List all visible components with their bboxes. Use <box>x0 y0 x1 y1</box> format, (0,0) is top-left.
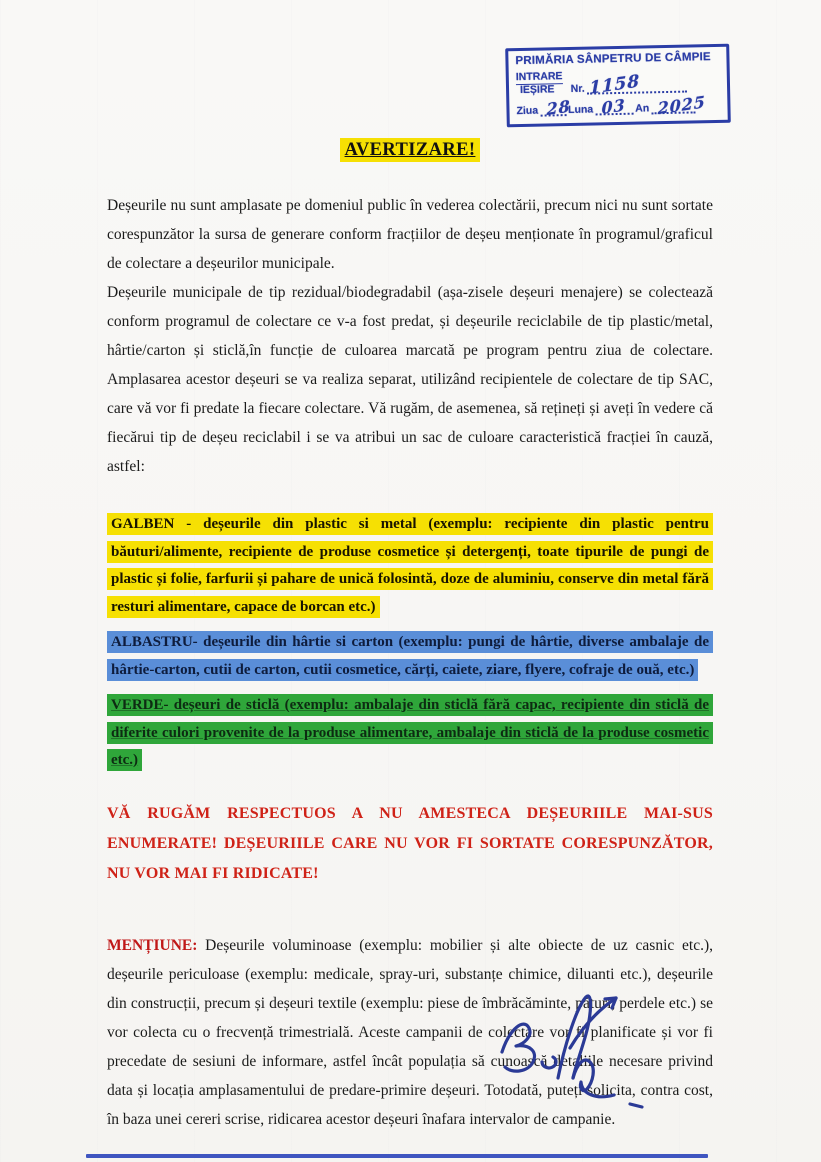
mention-text: Deșeurile voluminoase (exemplu: mobilier și alte obiecte de uz casnic etc.), deșeurile periculoase (exemplu: medicale, spray-uri, substanțe chimice, diluanti etc.), deșeurile din construcții, precum și deșeuri textile (exemplu: piese de îmbrăcăminte, pături, perdele etc.) se vor colecta cu o frecvență trimestrială. Aceste campanii de colectare vor fi planificate și vor fi precedate de sesiuni de informare, astfel încât populația să cunoască detaliile necesare privind data și locația amplasamentului de predare-primire deșeuri. Totodată, puteți solicita, contra cost, în baza unei cereri scrise, ridicarea acestor deșeuri înafara intervalor de campanie. <box>107 936 713 1128</box>
mention-label: MENȚIUNE: <box>107 936 198 954</box>
intro-paragraph-1: Deșeurile nu sunt amplasate pe domeniul public în vederea colectării, precum nici nu sunt sortate corespunzător la sursa de generare conform fracțiilor de deșeu menționate în programul/graficul de colectare a deșeurilor municipale. <box>107 197 713 272</box>
fraction-albastru <box>107 629 713 684</box>
stamp-nr-handwritten-value: 1158 <box>588 71 640 99</box>
stamp-intrare-label: INTRARE <box>515 70 563 84</box>
stamp-ziua-dotted-line <box>540 96 571 120</box>
stamp-nr-group <box>570 71 689 99</box>
title-row <box>107 138 713 162</box>
stamp-inout-labels <box>516 71 563 96</box>
intro-paragraph-2: Deșeurile municipale de tip rezidual/biodegradabil (așa-zisele deșeuri menajere) se colectează conform programul de colectare ce v-a fost predat, și deșeurile reciclabile de tip plastic/metal, hârtie/carton și sticlă,în funcție de culoarea marcată pe program pentru ziua de colectare. Amplasarea acestor deșeuri se va realiza separat, utilizând recipientele de colectare de tip SAC, care vă vor fi predate la fiecare colectare. Vă rugăm, de asemenea, să rețineți și aveți în vedere că fiecărui tip de deșeu reciclabil i se va atribui un sac de culoare caracteristică fracției în cauză, astfel: <box>107 284 713 475</box>
fraction-verde-text: VERDE- deșeuri de sticlă (exemplu: ambalaje din sticlă fără capac, recipiente din sticlă de diferite culori provenite de la produse alimentare, ambalaje din sticlă de la produse cosmetic etc.) <box>107 694 713 771</box>
registry-stamp <box>505 44 731 128</box>
signature-scribble <box>478 982 678 1112</box>
stamp-ziua-label: Ziua <box>516 104 539 118</box>
stamp-luna-dotted-line <box>595 95 633 118</box>
document-body <box>0 138 821 1134</box>
stamp-an-dotted-line <box>651 92 706 119</box>
stamp-luna-handwritten-value: 03 <box>601 95 626 118</box>
stamp-institution-name: PRIMĂRIA SÂNPETRU DE CÂMPIE <box>515 51 711 68</box>
stamp-nr-dotted-line <box>587 71 687 99</box>
stamp-number-row <box>515 68 720 99</box>
stamp-nr-label: Nr. <box>570 82 585 95</box>
stamp-date-row <box>516 92 720 120</box>
fraction-verde <box>107 692 713 775</box>
fraction-galben-text: GALBEN - deșeurile din plastic si metal (exemplu: recipiente din plastic pentru băuturi/alimente, recipiente de produse cosmetice și detergenți, toate tipurile de pungi de plastic și folie, farfurii și pahare de unică folosintă, doze de aluminiu, conserve din metal fără resturi alimentare, capace de borcan etc.) <box>107 513 713 618</box>
fraction-albastru-text: ALBASTRU- deșeurile din hârtie si carton (exemplu: pungi de hârtie, diverse ambalaje de hârtie-carton, cutii de carton, cutii cosmetice, cărți, caiete, ziare, flyere, cofraje de ouă, etc.) <box>107 631 713 681</box>
stamp-an-label: An <box>635 102 650 115</box>
fraction-galben <box>107 511 713 621</box>
warning-statement: VĂ RUGĂM RESPECTUOS A NU AMESTECA DEȘEURIILE MAI-SUS ENUMERATE! DEȘEURIILE CARE NU VOR FI SORTATE CORESPUNZĂTOR, NU VOR MAI FI RIDICATE! <box>107 804 713 882</box>
stamp-luna-label: Luna <box>567 103 594 117</box>
footer-scan-line <box>86 1154 708 1158</box>
handwritten-signature <box>478 982 678 1112</box>
stamp-iesire-label: IEȘIRE <box>519 83 555 97</box>
stamp-an-handwritten-value: 2025 <box>657 92 706 119</box>
stamp-ziua-handwritten-value: 28 <box>546 96 571 120</box>
intro-section <box>107 191 713 481</box>
document-title: AVERTIZARE! <box>340 138 481 162</box>
